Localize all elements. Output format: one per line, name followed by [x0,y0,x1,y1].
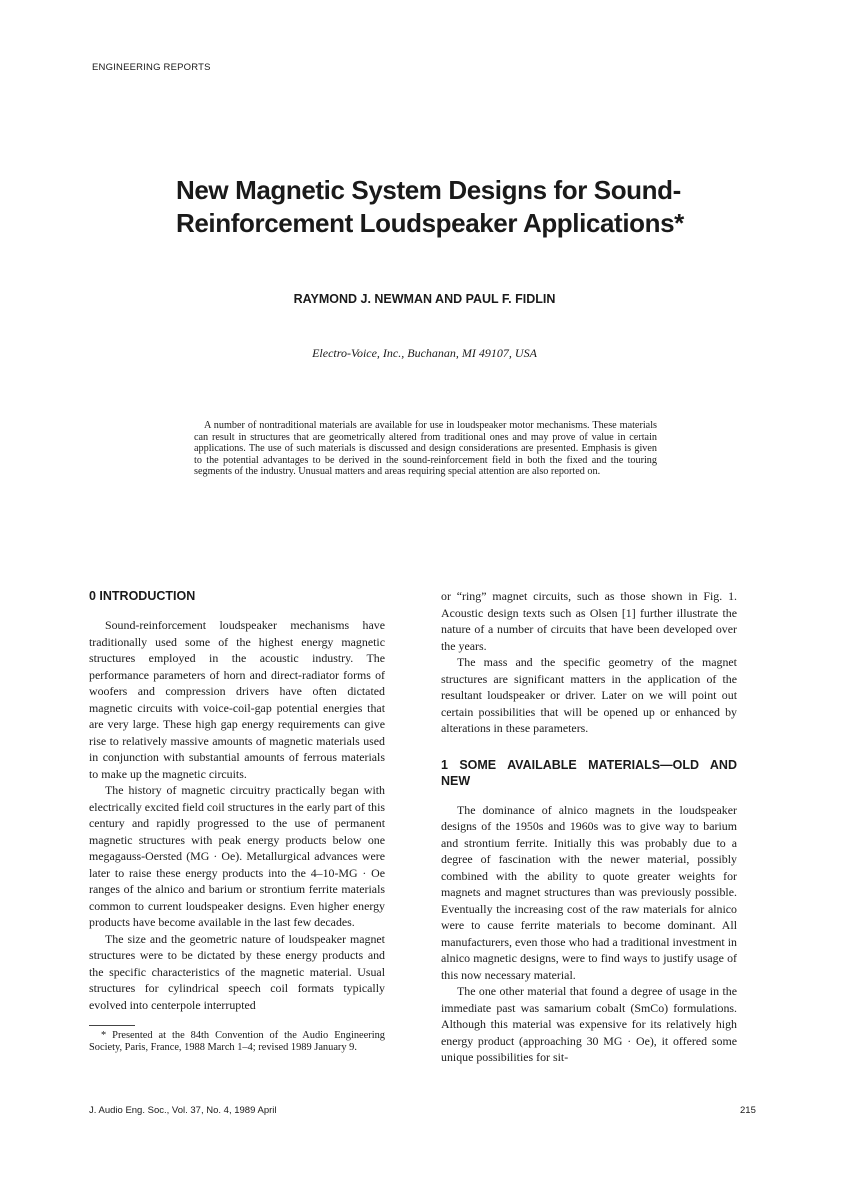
affiliation: Electro-Voice, Inc., Buchanan, MI 49107, USA [312,346,537,360]
materials-paragraph-1: The dominance of alnico magnets in the loudspeaker designs of the 1950s and 1960s was to give way to barium and strontium ferrite. Initially this was probably due to a degree of fascination with the newer material, possibly combined with the ability to quote greater weights for magnets and magnet structures than was previously possible. Eventually the increasing cost of the raw materials for alnico were to cause ferrite materials to become dominant. All manufacturers, even those who had a traditional investment in alnico magnetic designs, were to find ways to justify usage of this now necessary material. [441,802,737,982]
section-heading-introduction: 0 INTRODUCTION [89,589,196,603]
footnote: * Presented at the 84th Convention of the Audio Engineering Society, Paris, France, 1988 March 1–4; revised 1989 January 9. [89,1030,385,1053]
title-line-2: Reinforcement Loudspeaker Applications* [176,208,684,238]
materials-paragraph-2: The one other material that found a degree of usage in the immediate past was samarium cobalt (SmCo) formulations. Although this material was expensive for its relatively high energy product (approaching 30 MG · Oe), it offered some unique possibilities for sit- [441,984,737,1064]
page-number: 215 [740,1105,756,1116]
running-head: ENGINEERING REPORTS [92,62,211,73]
footer-citation: J. Audio Eng. Soc., Vol. 37, No. 4, 1989 April [89,1105,277,1116]
intro-paragraph-3: The size and the geometric nature of loudspeaker magnet structures were to be dictated by these energy products and the specific characteristics of the magnetic material. Usual structures for cylindrical speech coil formats typically evolved into centerpole interrupted [89,931,385,1012]
section-heading-materials: 1 SOME AVAILABLE MATERIALS—OLD AND NEW [441,757,737,788]
title-line-1: New Magnetic System Designs for Sound- [176,175,681,205]
right-column [441,588,737,1066]
footnote-rule [89,1025,135,1026]
left-column [89,588,385,1054]
intro-continuation: or “ring” magnet circuits, such as those shown in Fig. 1. Acoustic design texts such as Olsen [1] further illustrate the nature of a number of circuits that have been developed over the years. [441,589,737,653]
paper-title [176,174,736,240]
intro-paragraph-1: Sound-reinforcement loudspeaker mechanisms have traditionally used some of the highest energy magnetic structures employed in the acoustic industry. The performance parameters of horn and direct-radiator forms of woofers and compression drivers have often dictated magnetic circuits with voice-coil-gap potential energies that are very large. These high gap energy requirements can give rise to relatively massive amounts of magnetic materials used in conjunction with substantial amounts of ferrous materials to make up the magnetic circuits. [89,618,385,781]
intro-paragraph-4: The mass and the specific geometry of the magnet structures are significant matters in the application of the resultant loudspeaker or driver. Later on we will point out certain possibilities that will be opened up or enhanced by alterations in these parameters. [441,655,737,735]
authors: RAYMOND J. NEWMAN AND PAUL F. FIDLIN [293,292,556,306]
intro-paragraph-2: The history of magnetic circuitry practically began with electrically excited field coil structures in the early part of this century and rapidly progressed to the use of permanent magnetic structures with peak energy products below one megagauss-Oersted (MG · Oe). Metallurgical advances were later to raise these energy products into the 4–10-MG · Oe ranges of the alnico and barium or strontium ferrite materials common to current loudspeaker designs. Even higher energy products have become available in the last few decades. [89,783,385,929]
abstract: A number of nontraditional materials are available for use in loudspeaker motor mechanisms. These materials can result in structures that are geometrically altered from traditional ones and may prove of value in certain applications. The use of such materials is discussed and design considerations are presented. Emphasis is given to the potential advantages to be derived in the sound-reinforcement field in both the fixed and the touring segments of the industry. Unusual matters and areas requiring special attention are also reported on. [194,420,657,478]
